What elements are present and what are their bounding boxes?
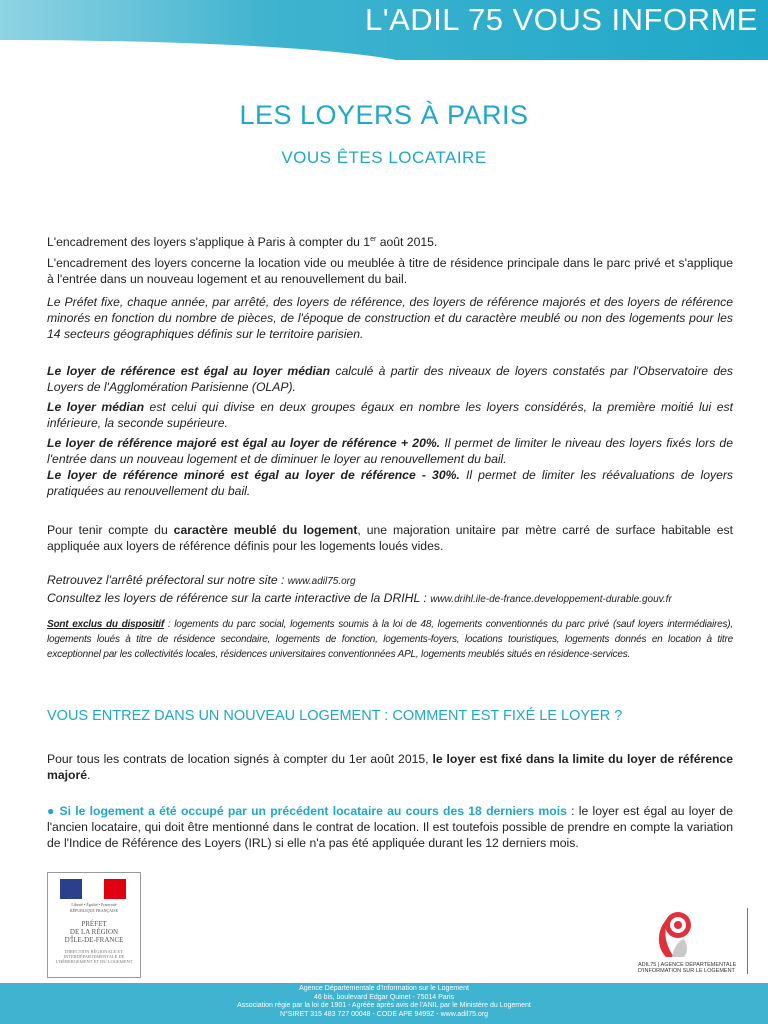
links-block: [47, 572, 733, 608]
header-title: L'ADIL 75 VOUS INFORME: [364, 2, 758, 37]
definition-reference: Le loyer de référence est égal au loyer médian calculé à partir des niveaux de loyers constatés par l'Observatoire des Loyers de l'Agglomération Parisienne (OLAP).: [47, 364, 734, 394]
drihl-site-link[interactable]: www.drihl.ile-de-france.developpement-durable.gouv.fr: [430, 594, 672, 605]
header-wave: [0, 40, 420, 70]
page-title: LES LOYERS À PARIS: [239, 100, 529, 130]
furnished-paragraph: Pour tenir compte du caractère meublé du logement, une majoration unitaire par mètre carré de surface habitable est appliquée aux loyers de référence définis pour les logements loués vides.: [47, 523, 733, 553]
footer-line-2: 46 bis, boulevard Edgar Quinet - 75014 Paris: [313, 993, 455, 1001]
prefet-logo: [47, 872, 141, 978]
bullet-lead: ● Si le logement a été occupé par un précédent locataire au cours des 18 derniers mois: [47, 804, 567, 818]
french-flag-icon: [60, 879, 126, 899]
prefet-line-3: D'ÎLE-DE-FRANCE: [64, 936, 124, 944]
link-line-adil: Retrouvez l'arrêté préfectoral sur notre site : www.adil75.org: [47, 573, 356, 587]
footer-line-4: N°SIRET 315 483 727 00048 - CODE APE 9499Z - www.adil75.org: [279, 1010, 489, 1018]
definition-majored: Le loyer de référence majoré est égal au loyer de référence + 20%. Il permet de limiter le niveau des loyers fixés lors de l'entrée dans un nouveau logement et de diminuer le loyer au renouvellement du bail.: [47, 436, 733, 466]
intro-block: [47, 232, 733, 342]
intro-prefet: Le Préfet fixe, chaque année, par arrêté, des loyers de référence, des loyers de référence majorés et des loyers de référence minorés en fonction du nombre de pièces, de l'époque de construction et du caractère meublé ou non des logements pour les 14 secteurs géographiques définis sur le territoire parisien.: [47, 295, 733, 342]
intro-date: L'encadrement des loyers s'applique à Paris à compter du 1er août 2015.: [47, 235, 438, 250]
section-paragraph: Pour tous les contrats de location signés à compter du 1er août 2015, le loyer est fixé dans la limite du loyer de référence majoré.: [47, 752, 733, 782]
adil-site-link[interactable]: www.adil75.org: [287, 576, 356, 587]
footer: [0, 985, 768, 1019]
page-subtitle: VOUS ÊTES LOCATAIRE: [281, 148, 487, 167]
definitions-block: [47, 363, 733, 499]
bullet-paragraph: ● Si le logement a été occupé par un précédent locataire au cours des 18 derniers mois : le loyer est égal au loyer de l'ancien locataire, qui doit être mentionné dans le contrat de location. Il est toutefois possible de prendre en compte la variation de l'Indice de Référence des Loyers (IRL) si elle n'a pas été appliquée durant les 12 derniers mois.: [47, 804, 733, 850]
prefet-direction: DIRECTION RÉGIONALE ET INTERDÉPARTEMENTALE DE L'HÉBERGEMENT ET DU LOGEMENT: [55, 949, 133, 964]
link-line-drihl: Consultez les loyers de référence sur la carte interactive de la DRIHL : www.drihl.ile-de-france.developpement-durable.gouv.fr: [47, 591, 672, 605]
prefet-motto: Liberté • Égalité • Fraternité: [71, 902, 117, 907]
definition-minored: Le loyer de référence minoré est égal au loyer de référence - 30%. Il permet de limiter les réévaluations de loyers pratiquées au renouvellement du bail.: [47, 468, 734, 498]
footer-line-3: Association régie par la loi de 1901 - Agréée après avis de l'ANIL par le Ministère du Logement: [237, 1002, 531, 1009]
header-band: [0, 0, 768, 60]
prefet-republic: RÉPUBLIQUE FRANÇAISE: [69, 908, 119, 913]
adil-logo-icon: [648, 905, 708, 961]
exclusions-label: Sont exclus du dispositif: [47, 619, 165, 630]
adil-caption: ADIL75 | AGENCE DÉPARTEMENTALE D'INFORMATION SUR LE LOGEMENT: [638, 962, 737, 974]
exclusions-paragraph: Sont exclus du dispositif : logements du parc social, logements soumis à la loi de 48, logements conventionnés du parc privé (sauf loyers intermédiaires), logements loués à titre de résidence secondaire, logements de fonction, logements-foyers, locations touristiques, logements donnés en location à titre exceptionnel par les collectivités locales, résidences universitaires conventionnées APL, logements meublés situés en résidence-services.: [47, 619, 733, 660]
intro-scope: L'encadrement des loyers concerne la location vide ou meublée à titre de résidence principale dans le parc privé et s'applique à l'entrée dans un nouveau logement et au renouvellement du bail.: [47, 256, 733, 287]
definition-median: Le loyer médian est celui qui divise en deux groupes égaux en nombre les loyers considérés, la première moitié lui est inférieure, la seconde supérieure.: [47, 400, 733, 430]
prefet-line-1: PRÉFET: [81, 920, 107, 928]
footer-line-1: Agence Départementale d'Information sur le Logement: [299, 985, 469, 992]
prefet-line-2: DE LA RÉGION: [69, 928, 119, 936]
section-heading: VOUS ENTREZ DANS UN NOUVEAU LOGEMENT : COMMENT EST FIXÉ LE LOYER ?: [47, 708, 623, 724]
